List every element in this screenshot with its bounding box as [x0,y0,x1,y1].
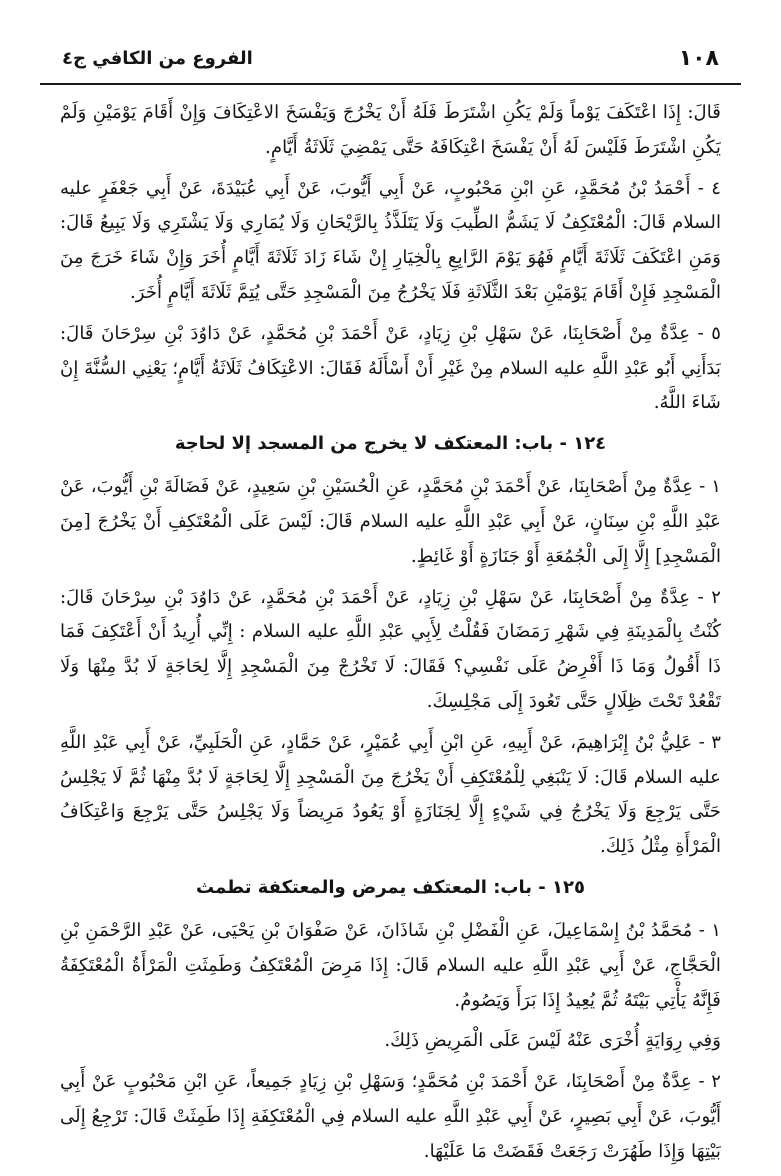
chapter-heading: ١٢٥ - باب: المعتكف يمرض والمعتكفة تطمث [196,876,585,898]
hadith-paragraph: ٥ - عِدَّةٌ مِنْ أَصْحَابِنَا، عَنْ سَهْلِ بْنِ زِيَادٍ، عَنْ أَحْمَدَ بْنِ مُحَمَّدٍ، عَنْ دَاوُدَ بْنِ سِرْحَانَ قَالَ: بَدَأَنِي أَبُو عَبْدِ اللَّهِ عليه السلام مِنْ غَيْرِ أَنْ أَسْأَلَهُ فَقَالَ: الاعْتِكَافُ ثَلَاثَةُ أَيَّامٍ؛ يَعْنِي السُّنَّةَ إِنْ شَاءَ اللَّهُ. [60,322,721,414]
hadith-paragraph: ١ - عِدَّةٌ مِنْ أَصْحَابِنَا، عَنْ أَحْمَدَ بْنِ مُحَمَّدٍ، عَنِ الْحُسَيْنِ بْنِ سَعِيدٍ، عَنْ فَضَالَةَ بْنِ أَيُّوبَ، عَنْ عَبْدِ اللَّهِ بْنِ سِنَانٍ، عَنْ أَبِي عَبْدِ اللَّهِ عليه السلام قَالَ: لَيْسَ عَلَى الْمُعْتَكِفِ أَنْ يَخْرُجَ [مِنَ الْمَسْجِدِ] إِلَّا إِلَى الْجُمُعَةِ أَوْ جَنَازَةٍ أَوْ غَائِطٍ. [60,476,721,567]
hadith-paragraph: قَالَ: إِذَا اعْتَكَفَ يَوْماً وَلَمْ يَكُنِ اشْتَرَطَ فَلَهُ أَنْ يَخْرُجَ وَيَفْسَخَ الاعْتِكَافَ وَإِنْ أَقَامَ يَوْمَيْنِ وَلَمْ يَكُنِ اشْتَرَطَ فَلَيْسَ لَهُ أَنْ يَفْسَخَ اعْتِكَافَهُ حَتَّى يَمْضِيَ ثَلَاثَةُ أَيَّامٍ. [60,102,721,158]
chapter-heading: ١٢٤ - باب: المعتكف لا يخرج من المسجد إلا لحاجة [174,433,607,455]
hadith-paragraph: ٤ - أَحْمَدُ بْنُ مُحَمَّدٍ، عَنِ ابْنِ مَحْبُوبٍ، عَنْ أَبِي أَيُّوبَ، عَنْ أَبِي عُبَيْدَةَ، عَنْ أَبِي جَعْفَرٍ عليه السلام قَالَ: الْمُعْتَكِفُ لَا يَشَمُّ الطِّيبَ وَلَا يَتَلَذَّذُ بِالرَّيْحَانِ وَلَا يُمَارِي وَلَا يَشْتَرِي وَلَا يَبِيعُ قَالَ: وَمَنِ اعْتَكَفَ ثَلَاثَةَ أَيَّامٍ فَهُوَ يَوْمَ الرَّابِعِ بِالْخِيَارِ إِنْ شَاءَ زَادَ ثَلَاثَةَ أَيَّامٍ أُخَرَ وَإِنْ شَاءَ خَرَجَ مِنَ الْمَسْجِدِ فَإِنْ أَقَامَ يَوْمَيْنِ بَعْدَ الثَّلَاثَةِ فَلَا يَخْرُجُ مِنَ الْمَسْجِدِ حَتَّى يُتِمَّ ثَلَاثَةَ أَيَّامٍ أُخَرَ. [60,177,721,303]
running-title: الفروع من الكافي ج٤ [62,48,253,69]
hadith-paragraph: ٢ - عِدَّةٌ مِنْ أَصْحَابِنَا، عَنْ سَهْلِ بْنِ زِيَادٍ، عَنْ أَحْمَدَ بْنِ مُحَمَّدٍ، عَنْ دَاوُدَ بْنِ سِرْحَانَ قَالَ: كُنْتُ بِالْمَدِينَةِ فِي شَهْرِ رَمَضَانَ فَقُلْتُ لِأَبِي عَبْدِ اللَّهِ عليه السلام : إِنِّي أُرِيدُ أَنْ أَعْتَكِفَ فَمَا ذَا أَقُولُ وَمَا ذَا أَفْرِضُ عَلَى نَفْسِي؟ فَقَالَ: لَا تَخْرُجْ مِنَ الْمَسْجِدِ إِلَّا لِحَاجَةٍ لَا بُدَّ مِنْهَا وَلَا تَقْعُدْ تَحْتَ ظِلَالٍ حَتَّى تَعُودَ إِلَى مَجْلِسِكَ. [60,586,721,712]
page-number: ١٠٨ [678,46,719,71]
hadith-paragraph: ١ - مُحَمَّدُ بْنُ إِسْمَاعِيلَ، عَنِ الْفَضْلِ بْنِ شَاذَانَ، عَنْ صَفْوَانَ بْنِ يَحْيَى، عَنْ عَبْدِ الرَّحْمَنِ بْنِ الْحَجَّاجِ، عَنْ أَبِي عَبْدِ اللَّهِ عليه السلام قَالَ: إِذَا مَرِضَ الْمُعْتَكِفُ وَطَمِثَتِ الْمَرْأَةُ الْمُعْتَكِفَةُ فَإِنَّهُ يَأْتِي بَيْتَهُ ثُمَّ يُعِيدُ إِذَا بَرَأَ وَيَصُومُ. [60,919,721,1011]
hadith-paragraph: وَفِي رِوَايَةٍ أُخْرَى عَنْهُ لَيْسَ عَلَى الْمَرِيضِ ذَلِكَ. [384,1030,721,1052]
hadith-paragraph: ٣ - عَلِيُّ بْنُ إِبْرَاهِيمَ، عَنْ أَبِيهِ، عَنِ ابْنِ أَبِي عُمَيْرٍ، عَنْ حَمَّادٍ، عَنِ الْحَلَبِيِّ، عَنْ أَبِي عَبْدِ اللَّهِ عليه السلام قَالَ: لَا يَنْبَغِي لِلْمُعْتَكِفِ أَنْ يَخْرُجَ مِنَ الْمَسْجِدِ إِلَّا لِحَاجَةٍ لَا بُدَّ مِنْهَا ثُمَّ لَا يَجْلِسُ حَتَّى يَرْجِعَ وَلَا يَخْرُجُ فِي شَيْءٍ إِلَّا لِجَنَازَةٍ أَوْ يَعُودُ مَرِيضاً وَلَا يَجْلِسُ حَتَّى يَرْجِعَ وَاعْتِكَافُ الْمَرْأَةِ مِثْلُ ذَلِكَ. [60,731,721,858]
header-divider [40,83,741,85]
page-header [40,44,741,78]
hadith-paragraph: ٢ - عِدَّةٌ مِنْ أَصْحَابِنَا، عَنْ أَحْمَدَ بْنِ مُحَمَّدٍ؛ وَسَهْلِ بْنِ زِيَادٍ جَمِيعاً، عَنِ ابْنِ مَحْبُوبٍ عَنْ أَبِي أَيُّوبَ، عَنْ أَبِي بَصِيرٍ، عَنْ أَبِي عَبْدِ اللَّهِ عليه السلام فِي الْمُعْتَكِفَةِ إِذَا طَمِثَتْ قَالَ: تَرْجِعُ إِلَى بَيْتِهَا وَإِذَا طَهُرَتْ رَجَعَتْ فَقَضَتْ مَا عَلَيْهَا. [60,1071,721,1162]
page-body [60,96,721,1176]
